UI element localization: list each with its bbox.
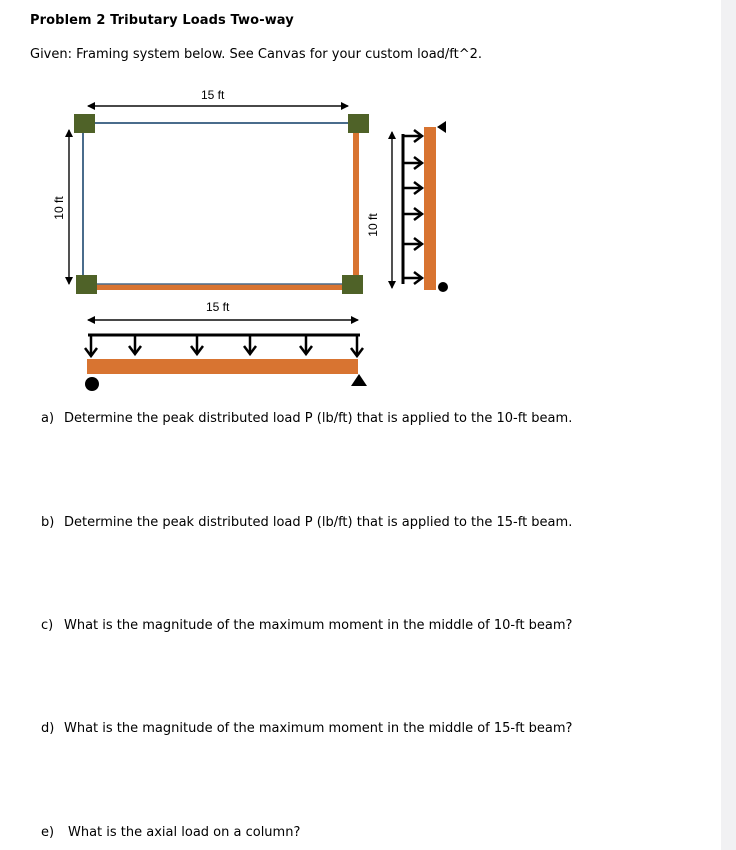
bottom-beam-span-label: 15 ft — [206, 300, 230, 314]
right-beam-span-label: 10 ft — [366, 213, 380, 237]
top-span-label: 15 ft — [201, 88, 225, 102]
distributed-load-arrows-vertical — [403, 130, 422, 284]
question-a-text: Determine the peak distributed load P (lb/ft) that is applied to the 10-ft beam. — [64, 411, 573, 426]
pin-support-top-vertical — [437, 121, 446, 133]
roller-support-left-horizontal — [85, 377, 99, 391]
question-e-letter: e) — [41, 825, 55, 840]
vertical-beam-fbd — [424, 127, 436, 290]
column-top-left — [74, 114, 95, 133]
question-d — [41, 721, 572, 736]
question-d-letter: d) — [41, 721, 55, 736]
problem-title: Problem 2 Tributary Loads Two-way — [30, 13, 294, 28]
pin-support-right-horizontal — [351, 374, 367, 386]
right-beam — [353, 124, 359, 284]
question-c — [41, 618, 572, 633]
question-c-letter: c) — [41, 618, 54, 633]
bottom-beam — [86, 284, 354, 290]
question-b — [41, 515, 572, 530]
question-d-text: What is the magnitude of the maximum moment in the middle of 15-ft beam? — [64, 721, 573, 736]
roller-support-bottom-vertical — [438, 282, 448, 292]
distributed-load-arrows-horizontal — [85, 335, 363, 356]
given-statement: Given: Framing system below. See Canvas for your custom load/ft^2. — [30, 47, 483, 62]
question-a-letter: a) — [41, 411, 55, 426]
question-e-text: What is the axial load on a column? — [68, 825, 301, 840]
question-a — [41, 411, 572, 426]
question-c-text: What is the magnitude of the maximum moment in the middle of 10-ft beam? — [64, 618, 573, 633]
question-e — [41, 825, 300, 840]
question-b-letter: b) — [41, 515, 55, 530]
question-b-text: Determine the peak distributed load P (lb/ft) that is applied to the 15-ft beam. — [64, 515, 573, 530]
column-top-right — [348, 114, 369, 133]
framing-diagram — [0, 0, 736, 400]
left-span-label: 10 ft — [52, 196, 66, 220]
horizontal-beam-fbd — [87, 359, 358, 374]
column-bottom-left — [76, 275, 97, 294]
column-bottom-right — [342, 275, 363, 294]
